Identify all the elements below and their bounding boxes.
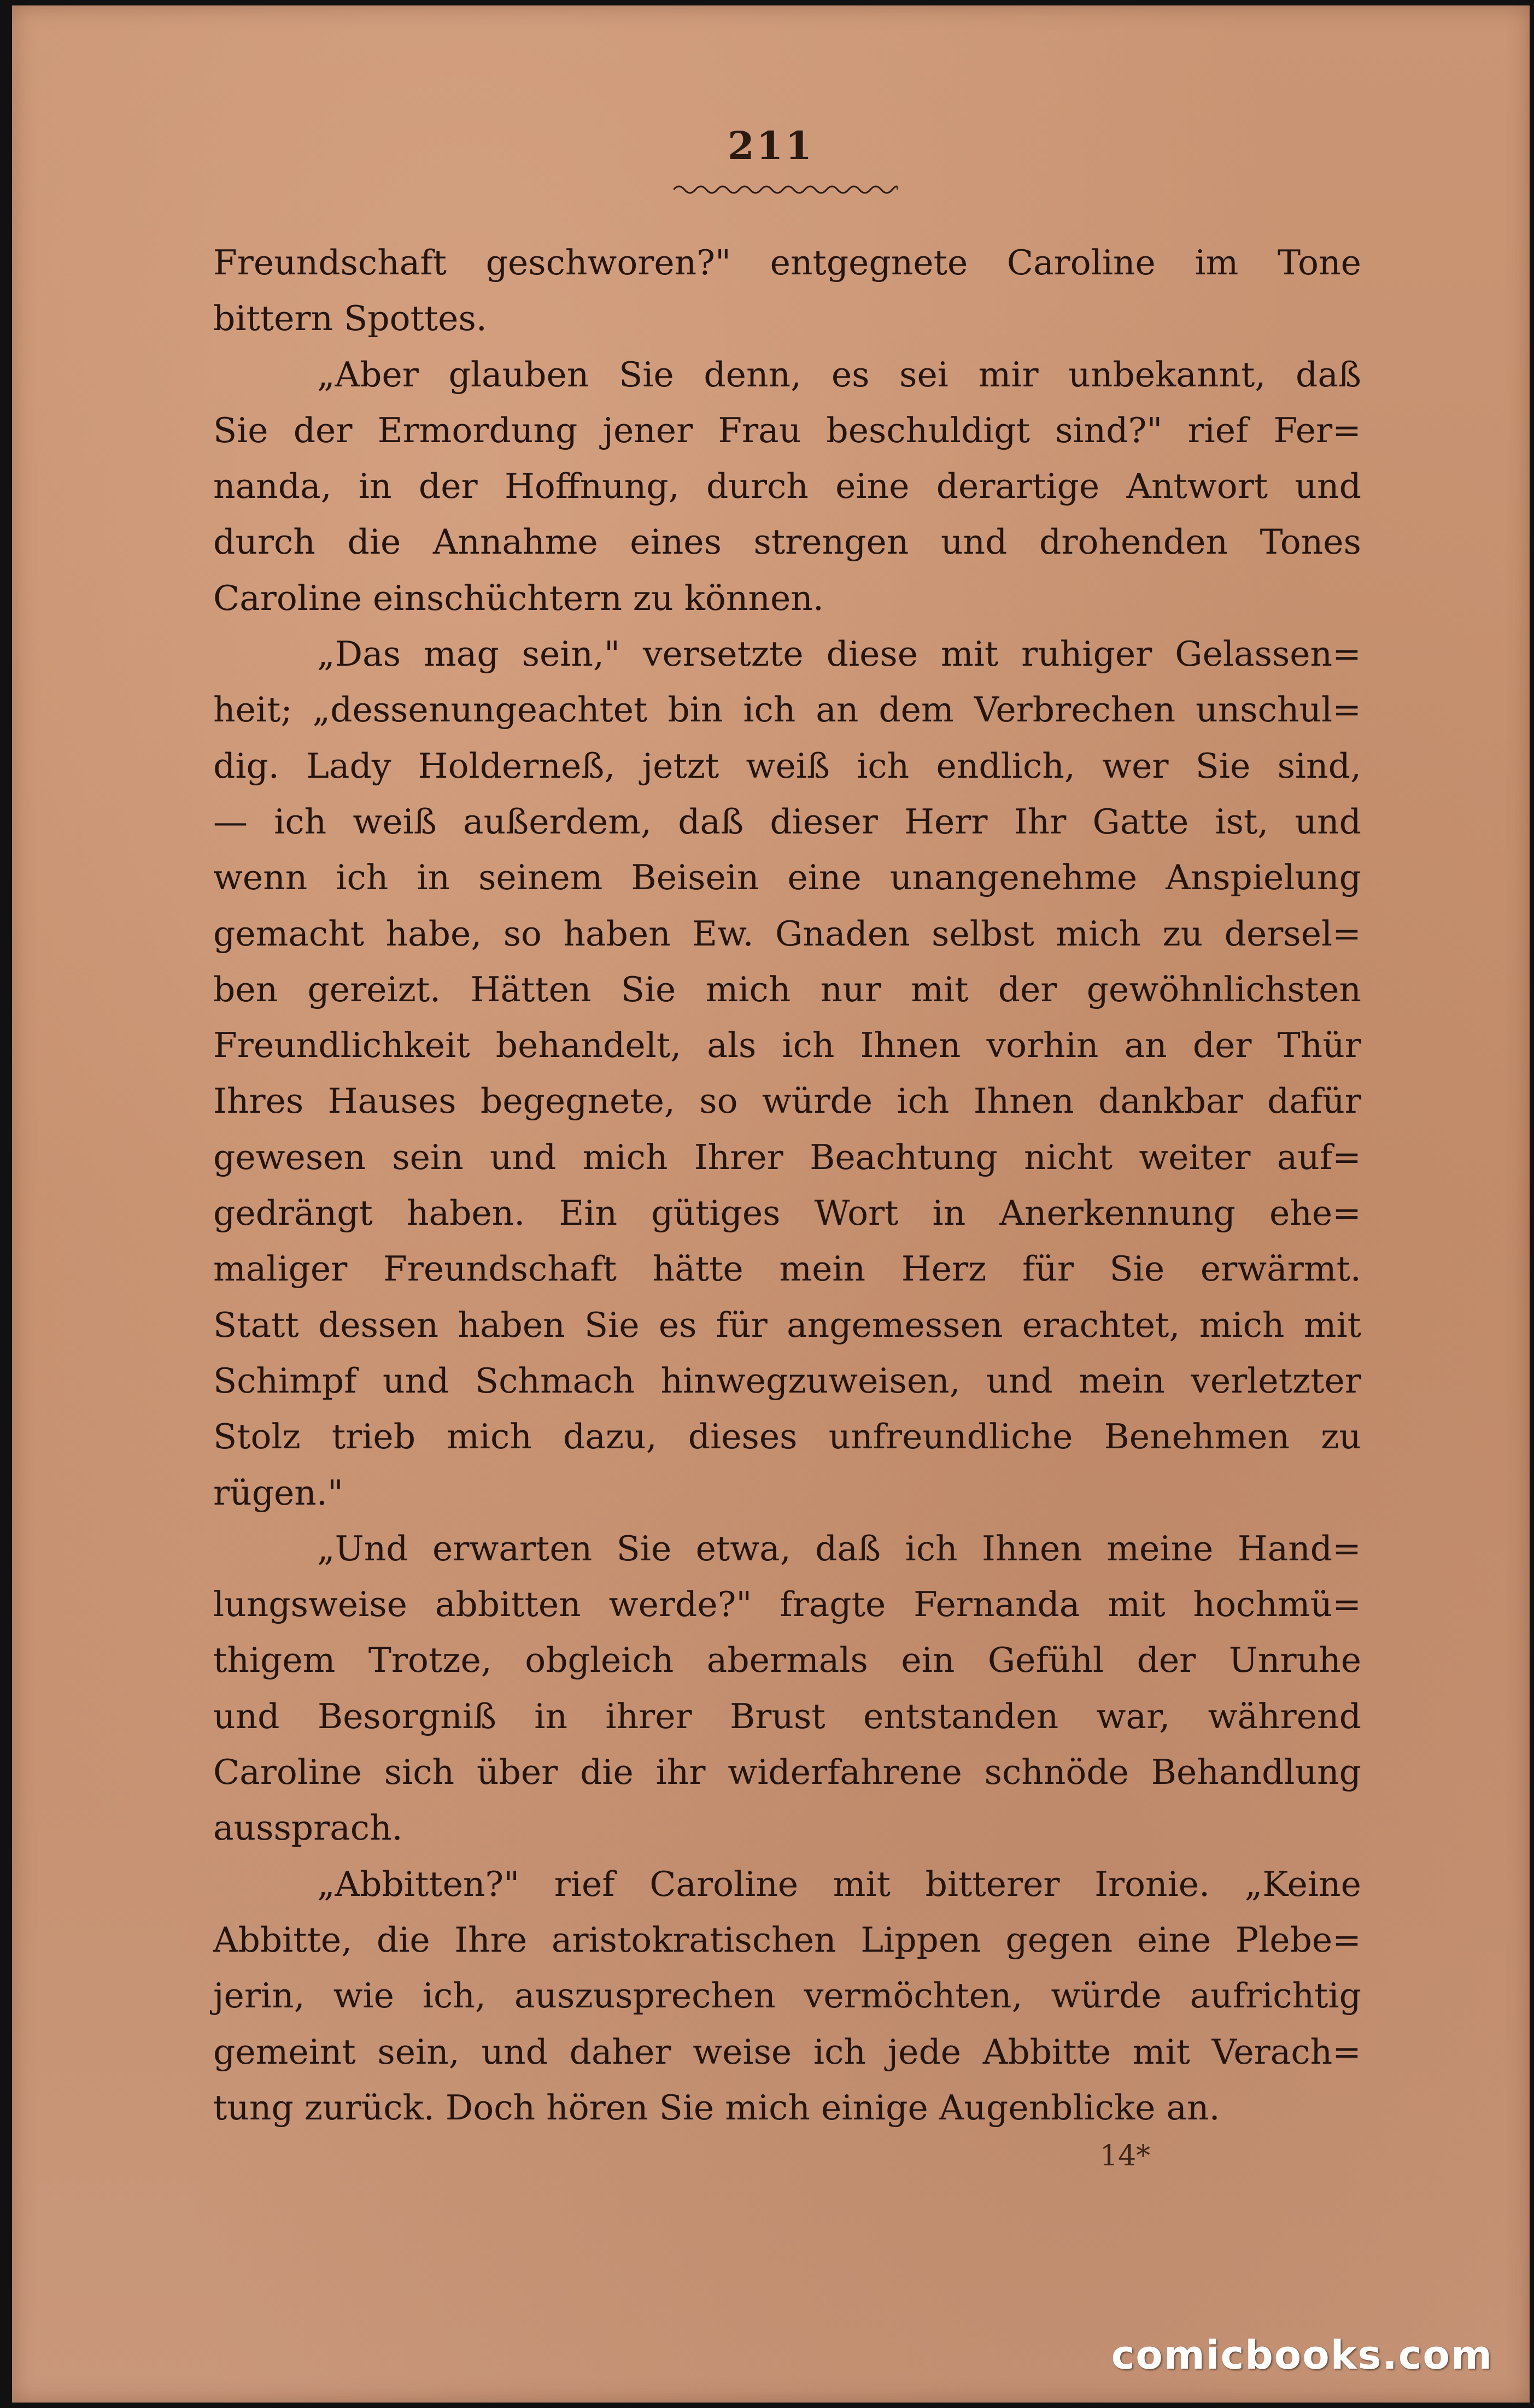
text-line: Caroline sich über die ihr widerfahrene schnöde Behandlung <box>213 1752 1361 1793</box>
book-page <box>12 5 1530 2403</box>
page-number: 211 <box>727 123 815 168</box>
body-text <box>213 235 1361 2136</box>
text-line: „Und erwarten Sie etwa, daß ich Ihnen meine Hand= <box>317 1528 1361 1569</box>
text-line: „Abbitten?" rief Caroline mit bitterer Ironie. „Keine <box>317 1864 1361 1904</box>
text-line: Ihres Hauses begegnete, so würde ich Ihnen dankbar dafür <box>213 1081 1361 1121</box>
text-line: lungsweise abbitten werde?" fragte Fernanda mit hochmü= <box>213 1584 1361 1625</box>
text-line: nanda, in der Hoffnung, durch eine derartige Antwort und <box>213 466 1361 507</box>
text-line: gewesen sein und mich Ihrer Beachtung nicht weiter auf= <box>213 1137 1361 1177</box>
text-line: wenn ich in seinem Beisein eine unangenehme Anspielung <box>213 858 1361 898</box>
text-line: gemeint sein, und daher weise ich jede Abbitte mit Verach= <box>213 2031 1361 2072</box>
text-line: aussprach. <box>213 1808 403 1848</box>
text-line: heit; „dessenungeachtet bin ich an dem Verbrechen unschul= <box>213 690 1361 730</box>
text-line: rügen." <box>213 1472 343 1513</box>
text-line: Abbitte, die Ihre aristokratischen Lippen gegen eine Plebe= <box>213 1919 1361 1960</box>
text-line: Schimpf und Schmach hinwegzuweisen, und mein verletzter <box>213 1360 1361 1401</box>
watermark: comicbooks.com <box>1111 2332 1493 2378</box>
text-line: Freundlichkeit behandelt, als ich Ihnen vorhin an der Thür <box>213 1025 1361 1066</box>
text-line: bittern Spottes. <box>213 298 487 339</box>
text-line: gedrängt haben. Ein gütiges Wort in Anerkennung ehe= <box>213 1193 1361 1234</box>
text-line: Freundschaft geschworen?" entgegnete Caroline im Tone <box>213 243 1361 283</box>
text-line: durch die Annahme eines strengen und drohenden Tones <box>213 522 1361 562</box>
text-line: ben gereizt. Hätten Sie mich nur mit der gewöhnlichsten <box>213 969 1361 1009</box>
text-line: dig. Lady Holderneß, jetzt weiß ich endlich, wer Sie sind, <box>213 745 1361 786</box>
text-line: „Das mag sein," versetzte diese mit ruhiger Gelassen= <box>317 634 1361 674</box>
text-line: gemacht habe, so haben Ew. Gnaden selbst mich zu dersel= <box>213 913 1361 954</box>
text-line: Sie der Ermordung jener Frau beschuldigt sind?" rief Fer= <box>213 410 1361 450</box>
text-line: tung zurück. Doch hören Sie mich einige Augenblicke an. <box>213 2087 1220 2128</box>
text-line: „Aber glauben Sie denn, es sei mir unbekannt, daß <box>317 354 1361 395</box>
text-line: — ich weiß außerdem, daß dieser Herr Ihr Gatte ist, und <box>213 801 1361 842</box>
text-line: Statt dessen haben Sie es für angemessen erachtet, mich mit <box>213 1305 1361 1345</box>
signature-mark: 14* <box>1100 2140 1151 2172</box>
text-line: thigem Trotze, obgleich abermals ein Gefühl der Unruhe <box>213 1640 1361 1681</box>
text-line: und Besorgniß in ihrer Brust entstanden war, während <box>213 1696 1361 1736</box>
text-line: jerin, wie ich, auszusprechen vermöchten, würde aufrichtig <box>213 1976 1361 2016</box>
text-line: maliger Freundschaft hätte mein Herz für Sie erwärmt. <box>213 1249 1361 1289</box>
text-line: Stolz trieb mich dazu, dieses unfreundliche Benehmen zu <box>213 1417 1361 1457</box>
wavy-rule-ornament <box>674 181 898 198</box>
text-line: Caroline einschüchtern zu können. <box>213 578 824 618</box>
